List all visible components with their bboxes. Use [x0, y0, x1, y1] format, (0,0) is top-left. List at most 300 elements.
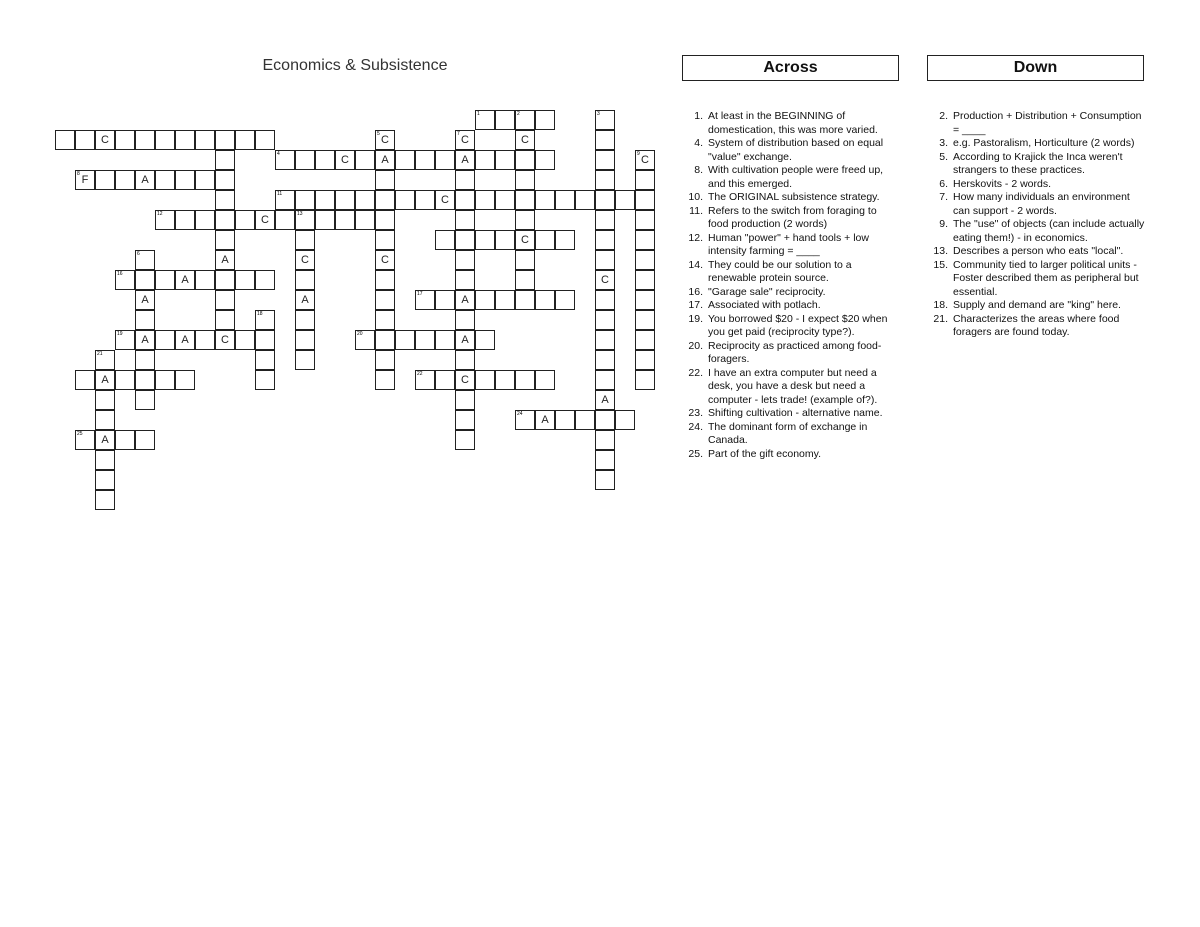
grid-cell[interactable] [635, 190, 655, 210]
grid-cell[interactable] [355, 150, 375, 170]
grid-cell[interactable] [155, 130, 175, 150]
grid-cell[interactable] [155, 370, 175, 390]
clue-number-label: 11. [689, 204, 703, 217]
grid-cell[interactable] [515, 370, 535, 390]
grid-cell[interactable] [455, 350, 475, 370]
grid-cell[interactable] [355, 330, 375, 350]
grid-cell[interactable] [395, 150, 415, 170]
grid-cell[interactable] [135, 370, 155, 390]
grid-cell[interactable] [175, 330, 195, 350]
given-letter: A [541, 414, 549, 426]
grid-cell[interactable] [295, 210, 315, 230]
clue-number-label: 14. [688, 258, 703, 271]
grid-cell[interactable] [535, 230, 555, 250]
clue-number-label: 23. [688, 407, 703, 419]
grid-cell[interactable] [135, 130, 155, 150]
grid-cell[interactable] [375, 230, 395, 250]
grid-cell[interactable] [255, 370, 275, 390]
clue-text: Associated with potlach. [708, 299, 821, 311]
grid-cell[interactable] [515, 190, 535, 210]
grid-cell[interactable] [515, 290, 535, 310]
clue-item [683, 367, 899, 408]
grid-cell[interactable] [615, 410, 635, 430]
grid-cell[interactable] [215, 170, 235, 190]
grid-cell[interactable] [235, 210, 255, 230]
grid-cell[interactable] [475, 330, 495, 350]
grid-cell[interactable] [455, 150, 475, 170]
grid-cell[interactable] [95, 470, 115, 490]
grid-cell[interactable] [235, 130, 255, 150]
grid-cell[interactable] [295, 250, 315, 270]
grid-cell[interactable] [255, 350, 275, 370]
grid-cell[interactable] [55, 130, 75, 150]
grid-cell[interactable] [295, 310, 315, 330]
given-letter: A [141, 294, 149, 306]
crossword-grid[interactable] [0, 0, 660, 540]
given-letter: C [101, 134, 109, 146]
grid-cell[interactable] [115, 370, 135, 390]
clue-item [683, 421, 899, 448]
clue-item [683, 137, 899, 164]
given-letter: C [261, 214, 269, 226]
grid-cell[interactable] [635, 310, 655, 330]
grid-cell[interactable] [435, 290, 455, 310]
grid-cell[interactable] [135, 290, 155, 310]
grid-cell[interactable] [535, 410, 555, 430]
clue-text: I have an extra computer but need a desk, you have a desk but need a computer - lets trade! (example of?). [708, 366, 878, 406]
grid-cell[interactable] [295, 290, 315, 310]
clue-item [683, 110, 899, 137]
clue-number: 16 [117, 271, 123, 277]
grid-cell[interactable] [395, 330, 415, 350]
grid-cell[interactable] [495, 110, 515, 130]
grid-cell[interactable] [435, 150, 455, 170]
grid-cell[interactable] [455, 410, 475, 430]
grid-cell[interactable] [375, 250, 395, 270]
grid-cell[interactable] [155, 170, 175, 190]
grid-cell[interactable] [135, 330, 155, 350]
given-letter: A [181, 334, 189, 346]
grid-cell[interactable] [255, 330, 275, 350]
down-header: Down [927, 55, 1144, 81]
grid-cell[interactable] [415, 190, 435, 210]
grid-cell[interactable] [495, 190, 515, 210]
grid-cell[interactable] [115, 330, 135, 350]
grid-cell[interactable] [95, 430, 115, 450]
clue-number-label: 21. [933, 312, 948, 325]
grid-cell[interactable] [95, 350, 115, 370]
grid-cell[interactable] [175, 210, 195, 230]
grid-cell[interactable] [275, 210, 295, 230]
across-clue-list [683, 110, 899, 461]
grid-cell[interactable] [635, 290, 655, 310]
grid-cell[interactable] [475, 370, 495, 390]
grid-cell[interactable] [635, 270, 655, 290]
clue-number: 11 [277, 191, 283, 197]
grid-cell[interactable] [475, 190, 495, 210]
grid-cell[interactable] [455, 190, 475, 210]
clue-number-label: 4. [694, 137, 703, 149]
clue-item [683, 191, 899, 205]
clue-number-label: 17. [688, 299, 703, 311]
grid-cell[interactable] [535, 370, 555, 390]
grid-cell[interactable] [95, 490, 115, 510]
grid-cell[interactable] [115, 270, 135, 290]
grid-cell[interactable] [515, 130, 535, 150]
given-letter: C [521, 134, 529, 146]
clue-number-label: 18. [933, 299, 948, 311]
grid-cell[interactable] [135, 250, 155, 270]
grid-cell[interactable] [375, 210, 395, 230]
grid-cell[interactable] [535, 110, 555, 130]
grid-cell[interactable] [95, 410, 115, 430]
grid-cell[interactable] [515, 250, 535, 270]
grid-cell[interactable] [475, 290, 495, 310]
clue-number-label: 25. [688, 447, 703, 460]
clue-text: System of distribution based on equal "value" exchange. [708, 137, 884, 163]
grid-cell[interactable] [595, 430, 615, 450]
grid-cell[interactable] [155, 330, 175, 350]
grid-cell[interactable] [595, 110, 615, 130]
clue-number: 12 [157, 211, 163, 217]
grid-cell[interactable] [135, 270, 155, 290]
given-letter: A [141, 334, 149, 346]
grid-cell[interactable] [375, 370, 395, 390]
clue-number: 3 [597, 111, 600, 117]
grid-cell[interactable] [195, 330, 215, 350]
grid-cell[interactable] [115, 430, 135, 450]
grid-cell[interactable] [175, 270, 195, 290]
grid-cell[interactable] [75, 170, 95, 190]
clue-item [683, 286, 899, 300]
grid-cell[interactable] [555, 410, 575, 430]
grid-cell[interactable] [95, 450, 115, 470]
clue-number: 4 [277, 151, 280, 157]
grid-cell[interactable] [415, 150, 435, 170]
grid-cell[interactable] [295, 350, 315, 370]
grid-cell[interactable] [375, 190, 395, 210]
grid-cell[interactable] [415, 330, 435, 350]
grid-cell[interactable] [415, 370, 435, 390]
grid-cell[interactable] [375, 310, 395, 330]
grid-cell[interactable] [435, 230, 455, 250]
grid-cell[interactable] [595, 170, 615, 190]
down-clue-list [928, 110, 1148, 340]
grid-cell[interactable] [595, 130, 615, 150]
grid-cell[interactable] [75, 430, 95, 450]
clue-item [683, 407, 899, 421]
clue-text: Describes a person who eats "local". [953, 245, 1124, 257]
grid-cell[interactable] [195, 130, 215, 150]
given-letter: C [381, 254, 389, 266]
grid-cell[interactable] [455, 270, 475, 290]
clue-number: 8 [77, 171, 80, 177]
clue-item [683, 232, 899, 259]
clue-number: 18 [257, 311, 263, 317]
grid-cell[interactable] [255, 130, 275, 150]
grid-cell[interactable] [635, 230, 655, 250]
grid-cell[interactable] [215, 230, 235, 250]
grid-cell[interactable] [375, 130, 395, 150]
grid-cell[interactable] [255, 270, 275, 290]
given-letter: C [341, 154, 349, 166]
grid-cell[interactable] [455, 130, 475, 150]
grid-cell[interactable] [635, 330, 655, 350]
puzzle-title: Economics & Subsistence [262, 57, 448, 74]
grid-cell[interactable] [335, 210, 355, 230]
grid-cell[interactable] [175, 370, 195, 390]
grid-cell[interactable] [135, 170, 155, 190]
clue-item [683, 299, 899, 313]
grid-cell[interactable] [575, 190, 595, 210]
clue-number-label: 19. [688, 312, 703, 325]
grid-cell[interactable] [135, 350, 155, 370]
clue-text: The dominant form of exchange in Canada. [708, 420, 868, 446]
grid-cell[interactable] [95, 390, 115, 410]
grid-cell[interactable] [195, 170, 215, 190]
given-letter: A [181, 274, 189, 286]
grid-cell[interactable] [595, 190, 615, 210]
grid-cell[interactable] [595, 250, 615, 270]
clue-number: 9 [637, 151, 640, 157]
clue-text: You borrowed $20 - I expect $20 when you get paid (reciprocity type?). [708, 312, 888, 338]
clue-text: Production + Distribution + Consumption = ____ [953, 110, 1142, 136]
grid-cell[interactable] [115, 170, 135, 190]
grid-cell[interactable] [635, 370, 655, 390]
grid-cell[interactable] [195, 210, 215, 230]
clue-number: 1 [477, 111, 480, 117]
clue-number-label: 16. [688, 285, 703, 298]
clue-item [928, 137, 1148, 151]
grid-cell[interactable] [215, 210, 235, 230]
clue-number-label: 2. [939, 110, 948, 122]
grid-cell[interactable] [595, 210, 615, 230]
grid-cell[interactable] [215, 130, 235, 150]
grid-cell[interactable] [515, 270, 535, 290]
clue-number-label: 20. [688, 339, 703, 352]
clue-item [928, 151, 1148, 178]
grid-cell[interactable] [575, 410, 595, 430]
given-letter: C [221, 334, 229, 346]
clue-item [683, 259, 899, 286]
clue-number: 25 [77, 431, 83, 437]
grid-cell[interactable] [95, 370, 115, 390]
grid-cell[interactable] [215, 310, 235, 330]
grid-cell[interactable] [155, 270, 175, 290]
grid-cell[interactable] [515, 170, 535, 190]
grid-cell[interactable] [215, 290, 235, 310]
grid-cell[interactable] [155, 210, 175, 230]
grid-cell[interactable] [395, 190, 415, 210]
grid-cell[interactable] [255, 210, 275, 230]
grid-cell[interactable] [495, 290, 515, 310]
grid-cell[interactable] [495, 230, 515, 250]
grid-cell[interactable] [595, 470, 615, 490]
clue-number: 21 [97, 351, 103, 357]
grid-cell[interactable] [315, 210, 335, 230]
clue-number: 5 [377, 131, 380, 137]
grid-cell[interactable] [375, 270, 395, 290]
grid-cell[interactable] [295, 190, 315, 210]
grid-cell[interactable] [435, 370, 455, 390]
grid-cell[interactable] [455, 210, 475, 230]
clue-number-label: 7. [939, 191, 948, 203]
grid-cell[interactable] [215, 330, 235, 350]
clue-number-label: 15. [933, 258, 948, 271]
grid-cell[interactable] [635, 350, 655, 370]
grid-cell[interactable] [75, 130, 95, 150]
grid-cell[interactable] [455, 390, 475, 410]
grid-cell[interactable] [295, 150, 315, 170]
given-letter: A [141, 174, 149, 186]
grid-cell[interactable] [375, 350, 395, 370]
grid-cell[interactable] [195, 270, 215, 290]
grid-cell[interactable] [455, 290, 475, 310]
clue-number-label: 6. [939, 177, 948, 190]
clue-number-label: 9. [939, 218, 948, 230]
clue-text: Supply and demand are "king" here. [953, 299, 1121, 311]
grid-cell[interactable] [355, 210, 375, 230]
grid-cell[interactable] [515, 210, 535, 230]
given-letter: F [81, 174, 89, 186]
given-letter: A [101, 374, 109, 386]
clue-text: The "use" of objects (can include actually eating them!) - in economics. [953, 218, 1145, 244]
given-letter: A [381, 154, 389, 166]
clue-item [683, 313, 899, 340]
grid-cell[interactable] [235, 330, 255, 350]
grid-cell[interactable] [455, 170, 475, 190]
grid-cell[interactable] [415, 290, 435, 310]
grid-cell[interactable] [515, 150, 535, 170]
grid-cell[interactable] [475, 150, 495, 170]
grid-cell[interactable] [495, 370, 515, 390]
grid-cell[interactable] [515, 410, 535, 430]
grid-cell[interactable] [235, 270, 255, 290]
clue-text: According to Krajick the Inca weren't strangers to these practices. [953, 150, 1123, 176]
given-letter: A [461, 334, 469, 346]
grid-cell[interactable] [635, 150, 655, 170]
clue-number: 20 [357, 331, 363, 337]
grid-cell[interactable] [375, 330, 395, 350]
grid-cell[interactable] [295, 230, 315, 250]
grid-cell[interactable] [315, 150, 335, 170]
grid-cell[interactable] [455, 330, 475, 350]
grid-cell[interactable] [215, 250, 235, 270]
clue-text: Reciprocity as practiced among food-foragers. [708, 339, 882, 365]
grid-cell[interactable] [75, 370, 95, 390]
grid-cell[interactable] [315, 190, 335, 210]
grid-cell[interactable] [595, 370, 615, 390]
grid-cell[interactable] [215, 190, 235, 210]
clue-text: "Garage sale" reciprocity. [708, 285, 826, 298]
grid-cell[interactable] [95, 130, 115, 150]
grid-cell[interactable] [515, 230, 535, 250]
grid-cell[interactable] [475, 230, 495, 250]
grid-cell[interactable] [135, 430, 155, 450]
clue-number: 7 [457, 131, 460, 137]
grid-cell[interactable] [375, 290, 395, 310]
grid-cell[interactable] [595, 350, 615, 370]
grid-cell[interactable] [615, 190, 635, 210]
given-letter: A [461, 154, 469, 166]
grid-cell[interactable] [535, 190, 555, 210]
grid-cell[interactable] [275, 190, 295, 210]
clue-number: 2 [517, 111, 520, 117]
grid-cell[interactable] [595, 310, 615, 330]
grid-cell[interactable] [635, 170, 655, 190]
clue-number-label: 8. [694, 164, 703, 176]
clue-number-label: 12. [688, 231, 703, 244]
grid-cell[interactable] [135, 390, 155, 410]
grid-cell[interactable] [595, 330, 615, 350]
grid-cell[interactable] [115, 130, 135, 150]
grid-cell[interactable] [595, 150, 615, 170]
grid-cell[interactable] [215, 270, 235, 290]
given-letter: C [601, 274, 609, 286]
grid-cell[interactable] [95, 170, 115, 190]
grid-cell[interactable] [335, 150, 355, 170]
grid-cell[interactable] [595, 270, 615, 290]
given-letter: A [101, 434, 109, 446]
grid-cell[interactable] [275, 150, 295, 170]
given-letter: A [221, 254, 229, 266]
grid-cell[interactable] [435, 330, 455, 350]
grid-cell[interactable] [455, 250, 475, 270]
grid-cell[interactable] [535, 290, 555, 310]
grid-cell[interactable] [635, 210, 655, 230]
clue-item [928, 178, 1148, 192]
grid-cell[interactable] [355, 190, 375, 210]
grid-cell[interactable] [555, 230, 575, 250]
grid-cell[interactable] [215, 150, 235, 170]
grid-cell[interactable] [455, 430, 475, 450]
grid-cell[interactable] [595, 230, 615, 250]
grid-cell[interactable] [335, 190, 355, 210]
clue-text: With cultivation people were freed up, and this emerged. [708, 164, 884, 190]
grid-cell[interactable] [595, 390, 615, 410]
grid-cell[interactable] [255, 310, 275, 330]
grid-cell[interactable] [635, 250, 655, 270]
grid-cell[interactable] [295, 330, 315, 350]
grid-cell[interactable] [595, 450, 615, 470]
grid-cell[interactable] [175, 130, 195, 150]
clue-number-label: 3. [939, 137, 948, 149]
clue-text: e.g. Pastoralism, Horticulture (2 words) [953, 137, 1135, 149]
grid-cell[interactable] [135, 310, 155, 330]
clue-item [683, 205, 899, 232]
grid-cell[interactable] [375, 170, 395, 190]
grid-cell[interactable] [375, 150, 395, 170]
grid-cell[interactable] [175, 170, 195, 190]
grid-cell[interactable] [595, 410, 615, 430]
grid-cell[interactable] [455, 230, 475, 250]
grid-cell[interactable] [455, 310, 475, 330]
given-letter: C [381, 134, 389, 146]
clue-number-label: 24. [688, 420, 703, 433]
grid-cell[interactable] [455, 370, 475, 390]
grid-cell[interactable] [295, 270, 315, 290]
grid-cell[interactable] [595, 290, 615, 310]
grid-cell[interactable] [435, 190, 455, 210]
grid-cell[interactable] [555, 290, 575, 310]
grid-cell[interactable] [515, 110, 535, 130]
grid-cell[interactable] [495, 150, 515, 170]
grid-cell[interactable] [535, 150, 555, 170]
grid-cell[interactable] [555, 190, 575, 210]
clue-text: Characterizes the areas where food foragers are found today. [953, 312, 1120, 338]
clue-item [928, 191, 1148, 218]
grid-cell[interactable] [475, 110, 495, 130]
